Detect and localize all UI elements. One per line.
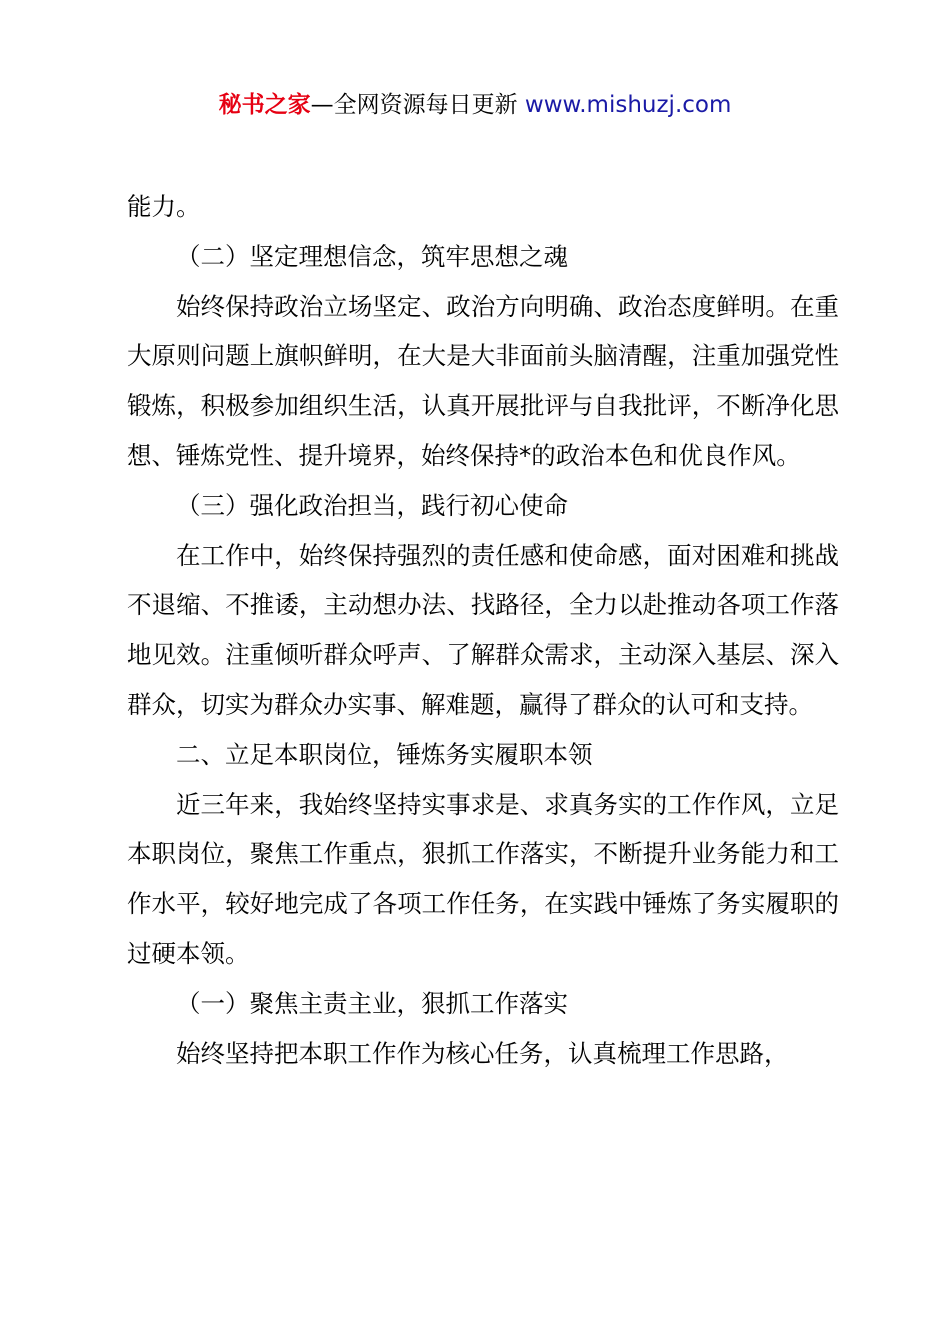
paragraph: 始终保持政治立场坚定、政治方向明确、政治态度鲜明。在重大原则问题上旗帜鲜明，在大是大非面前头脑清醒，注重加强党性锻炼，积极参加组织生活，认真开展批评与自我批评，不断净化思想、锤炼党性、提升境界，始终保持*的政治本色和优良作风。 xyxy=(127,291,839,470)
section-heading-2: （二）坚定理想信念，筑牢思想之魂 xyxy=(176,241,568,271)
header-brand: 秘书之家 xyxy=(218,92,311,118)
page-header xyxy=(0,88,950,122)
paragraph: 始终坚持把本职工作作为核心任务，认真梳理工作思路， xyxy=(176,1038,789,1068)
section-heading-3: （三）强化政治担当，践行初心使命 xyxy=(176,490,568,520)
chapter-heading-2: 二、立足本职岗位，锤炼务实履职本领 xyxy=(176,739,593,769)
section-heading-1: （一）聚焦主责主业，狠抓工作落实 xyxy=(176,988,568,1018)
header-tagline: —全网资源每日更新 xyxy=(310,92,525,118)
paragraph: 在工作中，始终保持强烈的责任感和使命感，面对困难和挑战不退缩、不推诿，主动想办法、找路径，全力以赴推动各项工作落地见效。注重倾听群众呼声、了解群众需求，主动深入基层、深入群众，切实为群众办实事、解难题，赢得了群众的认可和支持。 xyxy=(127,540,839,719)
header-url-link[interactable]: www.mishuzj.com xyxy=(524,92,732,118)
paragraph-continuation: 能力。 xyxy=(127,192,201,221)
paragraph: 近三年来，我始终坚持实事求是、求真务实的工作作风，立足本职岗位，聚焦工作重点，狠抓工作落实，不断提升业务能力和工作水平，较好地完成了各项工作任务，在实践中锤炼了务实履职的过硬本领。 xyxy=(127,789,839,968)
document-body xyxy=(127,182,839,1078)
